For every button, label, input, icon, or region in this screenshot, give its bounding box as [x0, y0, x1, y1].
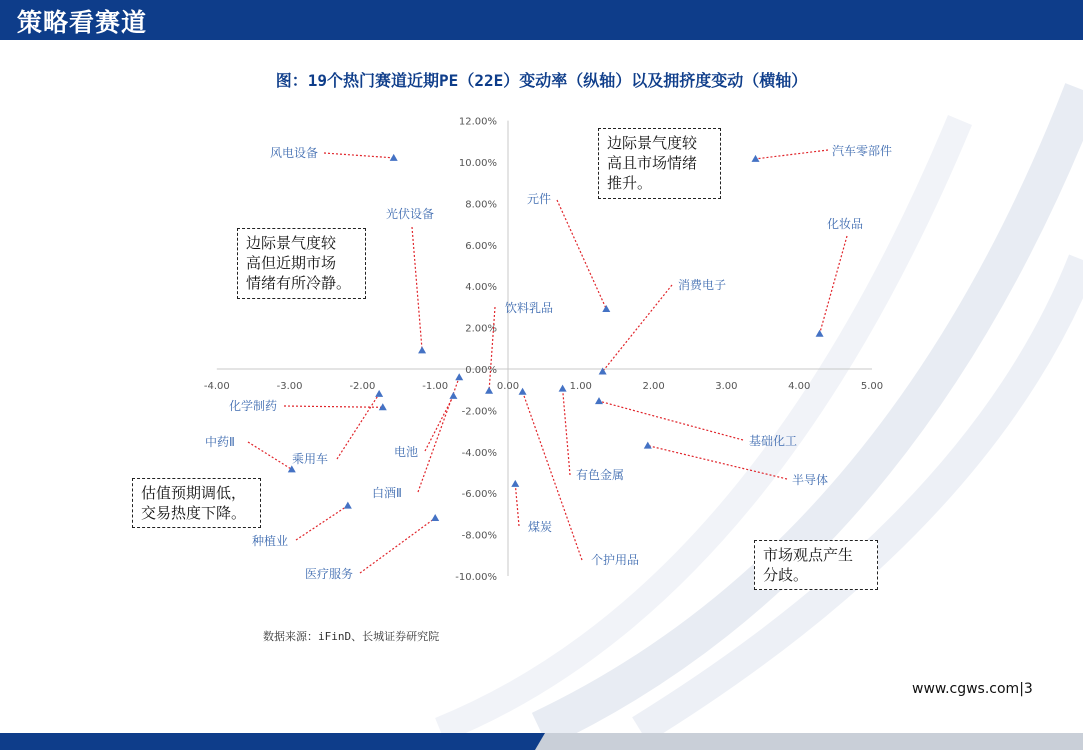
note-bottom-right: 市场观点产生 分歧。	[754, 540, 878, 590]
x-tick-label: 4.00	[788, 381, 811, 392]
point-label: 风电设备	[270, 146, 319, 160]
x-tick-label: -3.00	[276, 381, 303, 392]
point-label: 乘用车	[292, 452, 329, 466]
point-label: 电池	[394, 445, 419, 459]
x-tick-label: 0.00	[496, 381, 520, 392]
data-point-marker	[431, 514, 439, 521]
x-tick-label: 2.00	[642, 381, 665, 392]
y-tick-label: 2.00%	[465, 323, 497, 335]
leader-line	[296, 506, 348, 540]
leader-line	[489, 307, 495, 391]
x-tick-label: 5.00	[860, 381, 884, 392]
note-top-right: 边际景气度较 高且市场情绪 推升。	[598, 128, 721, 199]
point-label: 化学制药	[229, 399, 278, 413]
footer-bar-accent	[535, 733, 1083, 750]
leader-line	[284, 406, 383, 407]
data-point-marker	[390, 154, 398, 161]
leader-line	[599, 401, 743, 440]
point-label: 白酒Ⅱ	[372, 486, 402, 500]
y-tick-label: 4.00%	[465, 282, 497, 294]
point-label: 医疗服务	[305, 567, 354, 581]
x-tick-label: -1.00	[422, 381, 449, 392]
data-point-marker	[519, 388, 527, 395]
point-label: 汽车零部件	[832, 144, 893, 158]
data-point-marker	[288, 465, 296, 472]
data-point-marker	[752, 155, 760, 162]
note-top-left: 边际景气度较 高但近期市场 情绪有所冷静。	[237, 228, 366, 299]
y-tick-label: 0.00%	[465, 365, 497, 376]
point-label: 煤炭	[528, 520, 553, 534]
point-label: 光伏设备	[386, 207, 435, 221]
y-tick-label: 8.00%	[465, 199, 497, 211]
y-tick-label: -10.00%	[455, 572, 497, 583]
x-tick-label: -2.00	[349, 381, 376, 392]
data-point-marker	[455, 373, 463, 380]
leader-line	[603, 285, 672, 371]
data-point-marker	[418, 346, 426, 353]
leader-line	[248, 442, 292, 469]
background-swoosh	[440, 90, 1083, 730]
site-url: www.cgws.com|3	[912, 681, 1033, 697]
point-label: 消费电子	[678, 278, 727, 292]
y-tick-label: 12.00%	[458, 116, 497, 128]
leader-line	[557, 200, 606, 309]
point-label: 中药Ⅱ	[205, 435, 235, 449]
data-point-marker	[559, 385, 567, 392]
leader-line	[820, 236, 847, 334]
data-point-marker	[595, 397, 603, 404]
data-point-marker	[379, 403, 387, 410]
y-tick-label: 10.00%	[458, 158, 497, 169]
data-point-marker	[344, 502, 352, 509]
y-tick-label: -2.00%	[461, 406, 497, 418]
leader-line	[515, 484, 519, 526]
data-point-marker	[644, 442, 652, 449]
chart-title: 图：19个热门赛道近期PE（22E）变动率（纵轴）以及拥挤度变动（横轴）	[275, 71, 808, 90]
leader-line	[523, 392, 582, 560]
point-label: 饮料乳品	[505, 301, 554, 315]
point-label: 基础化工	[749, 434, 798, 448]
point-label: 有色金属	[576, 468, 625, 482]
page-title: 策略看赛道	[17, 8, 148, 37]
x-tick-label: -4.00	[203, 381, 230, 392]
x-tick-label: 3.00	[715, 381, 738, 392]
leader-line	[563, 389, 570, 475]
point-label: 化妆品	[827, 217, 864, 231]
y-tick-label: -8.00%	[461, 530, 497, 542]
point-label: 元件	[527, 192, 552, 206]
y-tick-label: -4.00%	[461, 447, 497, 459]
point-label: 种植业	[252, 534, 289, 548]
note-bottom-left: 估值预期调低， 交易热度下降。	[132, 478, 261, 528]
point-label: 个护用品	[591, 553, 640, 567]
leader-line	[360, 518, 435, 573]
data-point-marker	[602, 305, 610, 312]
data-point-marker	[816, 330, 824, 337]
leader-line	[756, 150, 828, 159]
data-point-marker	[375, 390, 383, 397]
leader-line	[337, 394, 379, 459]
leader-line	[324, 153, 394, 158]
x-tick-label: 1.00	[569, 381, 592, 392]
source-note: 数据来源：iFinD、长城证券研究院	[263, 630, 440, 643]
data-point-marker	[449, 392, 457, 399]
point-label: 半导体	[792, 473, 829, 487]
data-point-marker	[511, 480, 519, 487]
y-tick-label: -6.00%	[461, 489, 497, 501]
y-tick-label: 6.00%	[465, 240, 497, 252]
footer-bar	[0, 733, 545, 750]
leader-line	[412, 227, 422, 350]
data-point-marker	[485, 387, 493, 394]
